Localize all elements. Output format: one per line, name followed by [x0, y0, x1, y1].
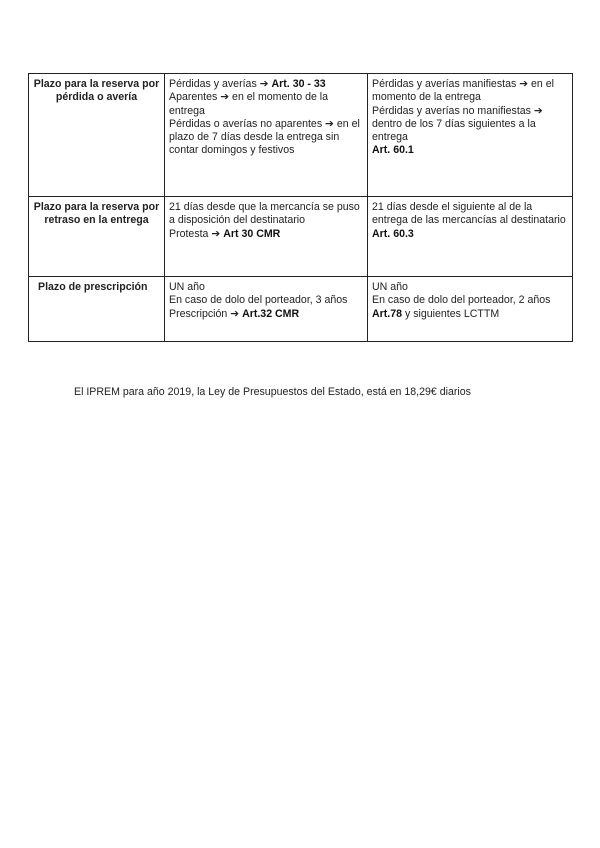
lcttm-cell-loss-damage [368, 74, 573, 197]
cell-text: Protesta ➔ [169, 227, 224, 240]
row-label-loss-damage: Plazo para la reserva por pérdida o avería [29, 74, 165, 197]
lcttm-cell-prescription [368, 277, 573, 342]
cell-text: y siguientes LCTTM [402, 307, 500, 320]
cell-text: UN año [372, 281, 408, 293]
table-row [29, 197, 573, 277]
cell-text: Pérdidas y averías no manifiestas ➔ dentro de los 7 días siguientes a la entrega [372, 104, 543, 144]
cell-text: En caso de dolo del porteador, 2 años [372, 294, 551, 307]
row-label-delay: Plazo para la reserva por retraso en la entrega [29, 197, 165, 277]
cell-text: En caso de dolo del porteador, 3 años [169, 294, 348, 307]
cell-text: 21 días desde que la mercancía se puso a disposición del destinatario [169, 201, 360, 227]
article-reference: Art. 30 - 33 [271, 78, 326, 90]
article-reference: Art. 60.3 [372, 227, 414, 240]
cmr-cell-delay [165, 197, 368, 277]
table-row [29, 277, 573, 342]
cmr-cell-loss-damage [165, 74, 368, 197]
cell-text: Prescripción ➔ [169, 307, 243, 320]
cell-text: Pérdidas y averías manifiestas ➔ en el momento de la entrega [372, 78, 554, 104]
article-reference: Art 30 CMR [223, 227, 281, 240]
cell-text: Pérdidas y averías ➔ [169, 78, 272, 90]
iprem-note: El IPREM para año 2019, la Ley de Presupuestos del Estado, está en 18,29€ diarios [74, 385, 471, 398]
cmr-cell-prescription [165, 277, 368, 342]
cell-text: Pérdidas o averías no aparentes ➔ en el plazo de 7 días desde la entrega sin contar domingos y festivos [169, 117, 360, 157]
article-reference: Art. 60.1 [372, 144, 414, 157]
article-reference: Art.32 CMR [242, 307, 300, 320]
article-reference: Art.78 [372, 307, 403, 320]
cell-text: UN año [169, 281, 205, 293]
legal-terms-table [28, 73, 573, 342]
lcttm-cell-delay [368, 197, 573, 277]
cell-text: 21 días desde el siguiente al de la entrega de las mercancías al destinatario [372, 201, 566, 227]
table-row [29, 74, 573, 197]
row-label-prescription: Plazo de prescripción [29, 277, 165, 342]
cell-text: Aparentes ➔ en el momento de la entrega [169, 91, 329, 117]
